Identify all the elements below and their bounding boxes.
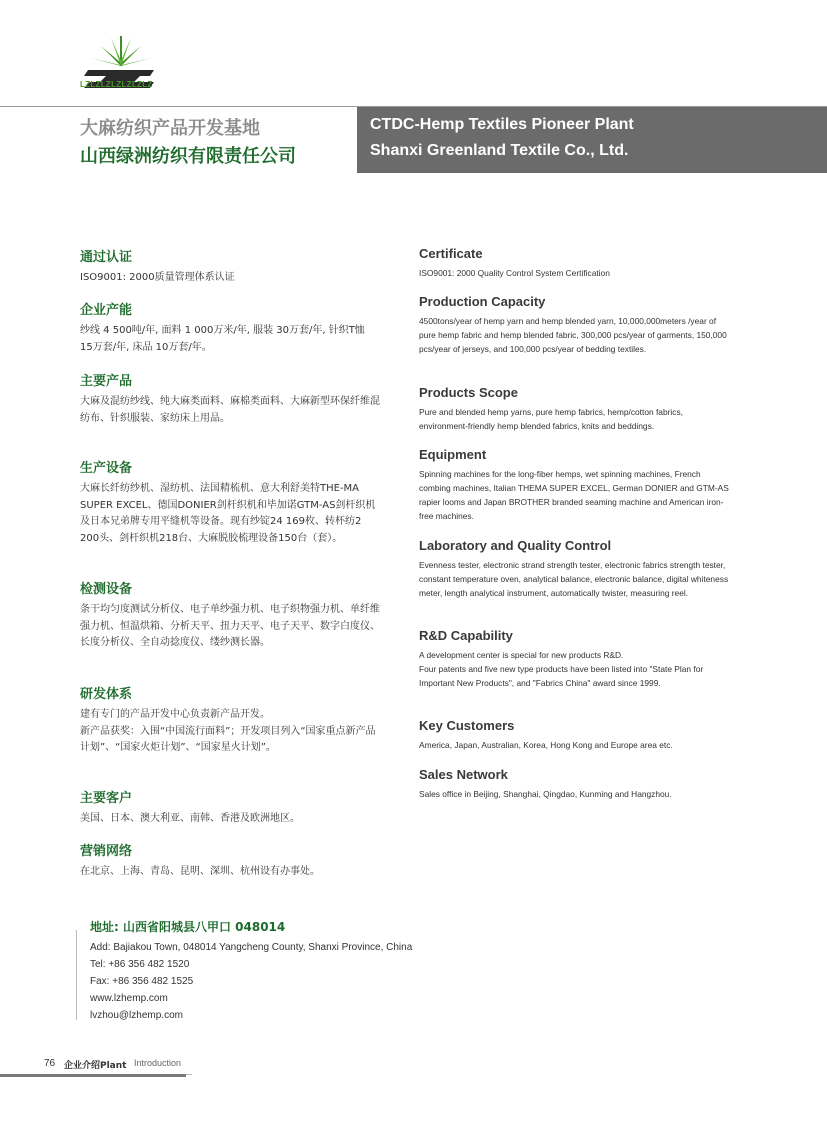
section-title: 研发体系 [80, 687, 133, 702]
header-cn-line1: 大麻纺织产品开发基地 [80, 118, 260, 139]
section-title: 主要产品 [80, 374, 133, 389]
section-body: 在北京、上海、青岛、昆明、深圳、杭州设有办事处。 [80, 866, 320, 877]
address-block [90, 918, 590, 1024]
section-body: ISO9001: 2000质量管理体系认证 [80, 272, 235, 283]
section-body: Evenness tester, electronic strand strength tester, electronic fabrics strength tester, constant temperature oven, analytical balance, electronic balance, digital whiteness meter, length analytical instrument, automatically twister, measuring reel. [419, 560, 729, 598]
cn-section-sales [80, 840, 380, 881]
hemp-leaf-icon [91, 36, 151, 66]
section-body: Sales office in Beijing, Shanghai, Qingdao, Kunming and Hangzhou. [419, 789, 672, 799]
footer-section-en: Introduction [134, 1058, 182, 1068]
section-title: 主要客户 [80, 791, 133, 806]
section-body: Spinning machines for the long-fiber hemps, wet spinning machines, French combing machines, Italian THEMA SUPER EXCEL, German DONIER and GTM-AS rapier looms and Japan BROTHER branded seaming machine and American iron-free machines. [419, 469, 729, 521]
header-cn-line2: 山西绿洲纺织有限责任公司 [80, 146, 296, 167]
footer-rule-tail [186, 1074, 192, 1075]
en-section-lab [419, 538, 731, 600]
en-section-certificate [419, 246, 731, 280]
section-title: 企业产能 [80, 303, 133, 318]
en-section-capacity [419, 294, 731, 356]
section-body: 大麻及混纺纱线、纯大麻类面料、麻棉类面料、大麻新型环保纤维混纺布、针织服装、家纺床上用品。 [80, 396, 380, 424]
address-line: Add: Bajiakou Town, 048014 Yangcheng County, Shanxi Province, China [90, 942, 413, 953]
section-body: 4500tons/year of hemp yarn and hemp blended yarn, 10,000,000meters /year of pure hemp fabric and hemp blended fabric, 300,000 pcs/year of garments, 150,000 pcs/year of jerseys, and 100,000 pcs/year of bedding textiles. [419, 316, 727, 354]
section-body: Pure and blended hemp yarns, pure hemp fabrics, hemp/cotton fabrics, environment-friendly hemp blended fabrics, knits and beddings. [419, 407, 683, 431]
cn-section-capacity [80, 299, 380, 356]
cn-section-testing [80, 578, 380, 652]
section-title: R&D Capability [419, 628, 513, 643]
footer-section-cn: 企业介绍Plant [64, 1061, 127, 1071]
section-body: 建有专门的产品开发中心负责新产品开发。 [80, 709, 270, 720]
section-body: 条干均匀度测试分析仪、电子单纱强力机、电子织物强力机、单纤维强力机、恒温烘箱、分析天平、扭力天平、电子天平、数字白度仪、长度分析仪、全自动捻度仪、缕纱测长器。 [80, 604, 380, 648]
fax: Fax: +86 356 482 1525 [90, 976, 194, 987]
header-en-line2: Shanxi Greenland Textile Co., Ltd. [370, 142, 629, 159]
cn-section-products [80, 370, 380, 427]
en-section-sales [419, 767, 731, 801]
cn-section-equipment [80, 457, 380, 547]
section-title: Production Capacity [419, 294, 546, 309]
en-section-equipment [419, 447, 731, 523]
logo-text: LZLZLZLZLZLZLZ [80, 80, 153, 89]
page-number: 76 [44, 1058, 56, 1069]
website-link[interactable]: www.lzhemp.com [90, 993, 168, 1004]
section-body: America, Japan, Australian, Korea, Hong Kong and Europe area etc. [419, 740, 673, 750]
section-title: Products Scope [419, 385, 518, 400]
section-title: Key Customers [419, 718, 515, 733]
section-body: A development center is special for new products R&D. [419, 650, 624, 660]
address-title: 地址: 山西省阳城县八甲口 048014 [90, 920, 286, 934]
cn-section-rnd [80, 683, 380, 757]
email-link[interactable]: lvzhou@lzhemp.com [90, 1010, 183, 1021]
cn-section-certificate [80, 246, 380, 287]
en-section-rnd [419, 628, 731, 690]
section-body: 大麻长纤纺纱机、湿纺机、法国精梳机、意大利舒美特THE-MA SUPER EXCEL、德国DONIER剑杆织机和毕加诺GTM-AS剑杆织机及日本兄弟牌专用平缝机等设备。现有纱锭24 169枚、转杯纺2 200头、剑杆织机218台、大麻脱胶梳理设备150台（套）。 [80, 483, 376, 544]
section-body-2: 新产品获奖：入围“中国流行面料”；开发项目列入“国家重点新产品计划”、“国家火炬计划”、“国家星火计划”。 [80, 725, 376, 753]
section-title: 通过认证 [80, 250, 133, 265]
section-title: 检测设备 [80, 582, 133, 597]
en-section-products [419, 385, 731, 433]
section-body: 美国、日本、澳大利亚、南韩、香港及欧洲地区。 [80, 813, 300, 824]
section-title: Certificate [419, 246, 483, 261]
address-rule [76, 930, 77, 1020]
section-title: Equipment [419, 447, 487, 462]
section-title: Sales Network [419, 767, 508, 782]
cn-section-customers [80, 787, 380, 828]
header-en-line1: CTDC-Hemp Textiles Pioneer Plant [370, 116, 634, 133]
section-body: ISO9001: 2000 Quality Control System Certification [419, 268, 610, 278]
footer-rule [0, 1074, 186, 1077]
section-title: Laboratory and Quality Control [419, 538, 612, 553]
section-title: 营销网络 [80, 844, 133, 859]
section-body-2: Four patents and five new type products have been listed into "State Plan for Important New Products", and "Fabrics China" award since 1999. [419, 664, 704, 688]
section-body: 纱线 4 500吨/年, 面料 1 000万米/年, 服装 30万套/年, 针织T恤 15万套/年, 床品 10万套/年。 [80, 325, 365, 353]
en-section-customers [419, 718, 731, 752]
section-title: 生产设备 [80, 461, 133, 476]
phone: Tel: +86 356 482 1520 [90, 959, 190, 970]
